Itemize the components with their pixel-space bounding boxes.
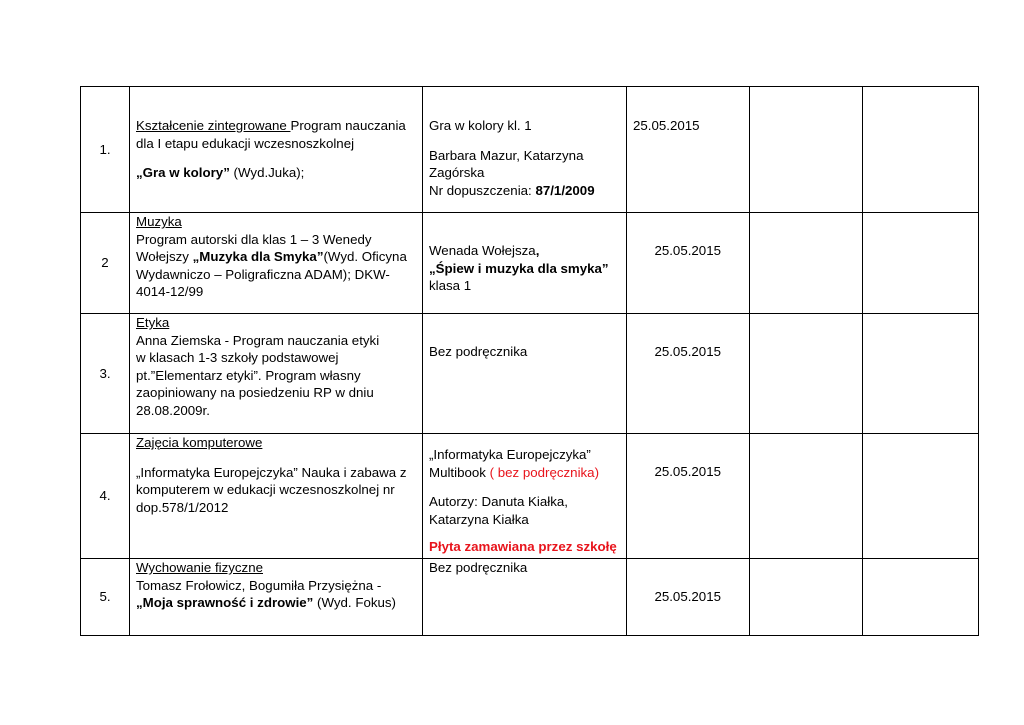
- empty-cell: [750, 314, 863, 434]
- row-number: 2: [81, 213, 130, 314]
- textbook-title: „Informatyka Europejczyka”: [429, 447, 591, 462]
- textbook-grade: klasa 1: [429, 278, 472, 293]
- textbook-comma: ,: [535, 243, 540, 258]
- textbook-title: „Śpiew i muzyka dla smyka”: [429, 260, 609, 276]
- row-number: 5.: [81, 559, 130, 636]
- empty-cell: [750, 213, 863, 314]
- program-cell: [130, 314, 423, 434]
- date-cell: 25.05.2015: [627, 87, 750, 213]
- table-row: [81, 559, 979, 636]
- empty-cell: [750, 434, 863, 559]
- program-cell: [130, 213, 423, 314]
- program-text: Program nauczania dla I etapu edukacji wczesnoszkolnej: [136, 118, 406, 151]
- program-title: „Gra w kolory”: [136, 165, 230, 180]
- subject-label: Zajęcia komputerowe: [136, 435, 263, 450]
- program-publisher: (Wyd.Juka);: [229, 165, 305, 180]
- empty-cell: [750, 559, 863, 636]
- textbook-authors-line: Autorzy: Danuta Kiałka,: [429, 494, 568, 509]
- subject-label: Wychowanie fizyczne: [136, 560, 263, 575]
- empty-cell: [863, 434, 979, 559]
- date-cell: 25.05.2015: [627, 559, 750, 636]
- program-title: „Moja sprawność i zdrowie”: [136, 595, 314, 610]
- program-text: „Informatyka Europejczyka” Nauka i zabawa z komputerem w edukacji wczesnoszkolnej nr dop.578/1/2012: [136, 464, 407, 515]
- textbook-note: ( bez podręcznika): [489, 464, 599, 480]
- program-line: w klasach 1-3 szkoły podstawowej: [136, 350, 339, 365]
- table-row: [81, 314, 979, 434]
- textbook-cell: [423, 434, 627, 559]
- program-line: Anna Ziemska - Program nauczania etyki: [136, 332, 380, 348]
- table-row: [81, 87, 979, 213]
- textbook-authors: Barbara Mazur, Katarzyna Zagórska: [429, 147, 584, 180]
- program-title: „Muzyka dla Smyka”: [192, 249, 324, 264]
- row-number: 1.: [81, 87, 130, 213]
- approval-number: 87/1/2009: [535, 182, 595, 198]
- table-row: [81, 213, 979, 314]
- program-cell: [130, 434, 423, 559]
- approval-label: Nr dopuszczenia:: [429, 182, 536, 198]
- textbook-cell: [423, 87, 627, 213]
- program-publisher: (Wyd. Fokus): [313, 595, 396, 610]
- program-text-after: (Wyd. Oficyna Wydawniczo – Poligraficzna ADAM); DKW-4014-12/99: [136, 249, 407, 299]
- subject-label: Kształcenie zintegrowane: [136, 118, 291, 133]
- empty-cell: [750, 87, 863, 213]
- empty-cell: [863, 213, 979, 314]
- program-line: 28.08.2009r.: [136, 402, 210, 418]
- textbook-cell: [423, 213, 627, 314]
- textbook-authors-line: Katarzyna Kiałka: [429, 511, 529, 527]
- row-number: 4.: [81, 434, 130, 559]
- subject-label: Etyka: [136, 315, 170, 330]
- program-cell: [130, 87, 423, 213]
- subject-label: Muzyka: [136, 214, 182, 229]
- date-cell: 25.05.2015: [627, 213, 750, 314]
- program-cell: [130, 559, 423, 636]
- program-text: Program autorski dla klas 1 – 3 Wenedy Wołejszy: [136, 231, 372, 264]
- empty-cell: [863, 87, 979, 213]
- empty-cell: [863, 559, 979, 636]
- table-row: [81, 434, 979, 559]
- row-number: 3.: [81, 314, 130, 434]
- program-line: zaopiniowany na posiedzeniu RP w dniu: [136, 385, 374, 400]
- textbook-cell: Bez podręcznika: [423, 314, 627, 434]
- program-authors: Tomasz Frołowicz, Bogumiła Przysiężna -: [136, 577, 382, 593]
- date-cell: 25.05.2015: [627, 434, 750, 559]
- textbook-type: Multibook: [429, 464, 490, 480]
- curriculum-table: [80, 86, 979, 636]
- textbook-author: Wenada Wołejsza: [429, 243, 536, 258]
- program-line: pt.”Elementarz etyki”. Program własny: [136, 367, 361, 383]
- textbook-title: Gra w kolory kl. 1: [429, 118, 532, 133]
- empty-cell: [863, 314, 979, 434]
- textbook-cell: Bez podręcznika: [423, 559, 627, 636]
- date-cell: 25.05.2015: [627, 314, 750, 434]
- disc-note: Płyta zamawiana przez szkołę: [429, 539, 617, 554]
